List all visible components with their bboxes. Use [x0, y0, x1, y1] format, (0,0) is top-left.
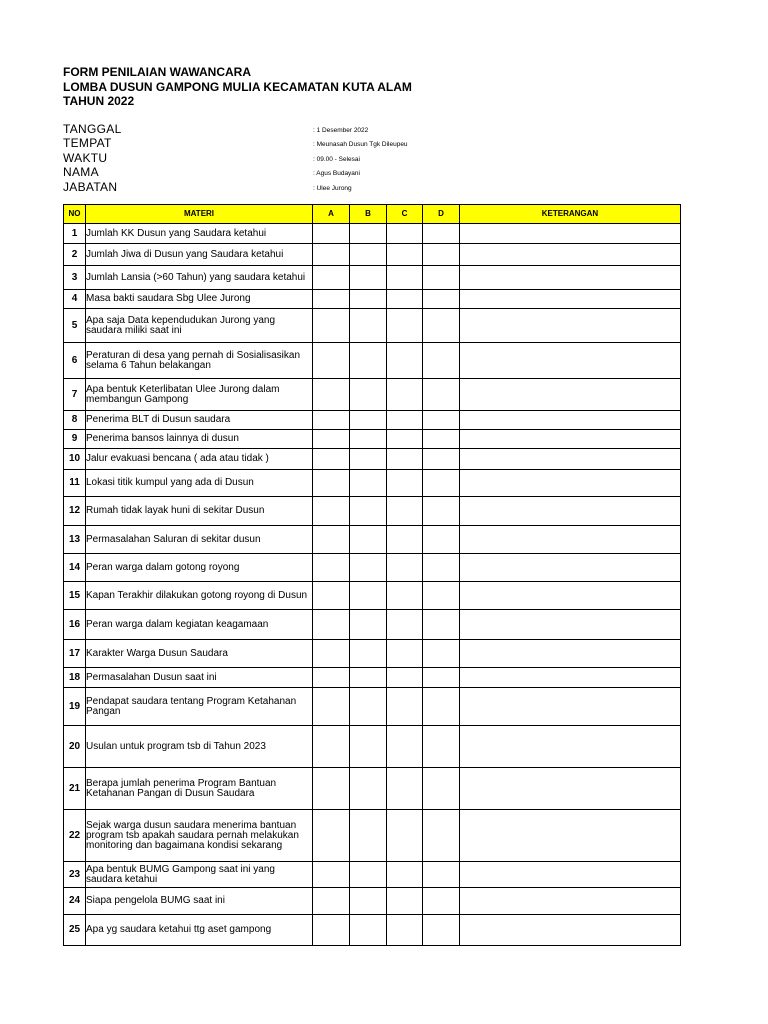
score-c-cell[interactable]	[387, 266, 423, 290]
score-d-cell[interactable]	[423, 379, 460, 411]
score-c-cell[interactable]	[387, 343, 423, 379]
row-materi: Apa saja Data kependudukan Jurong yang saudara miliki saat ini	[86, 309, 313, 343]
table-row	[64, 554, 681, 582]
score-a-cell[interactable]	[313, 224, 350, 244]
keterangan-cell[interactable]	[460, 688, 681, 726]
row-materi: Berapa jumlah penerima Program Bantuan Ketahanan Pangan di Dusun Saudara	[86, 768, 313, 810]
row-materi: Jumlah KK Dusun yang Saudara ketahui	[86, 224, 313, 244]
field-tempat-value: : Meunasah Dusun Tgk Dileupeu	[313, 141, 408, 148]
field-jabatan-value: : Ulee Jurong	[313, 185, 352, 192]
score-a-cell[interactable]	[313, 449, 350, 470]
score-d-cell[interactable]	[423, 526, 460, 554]
row-no: 18	[64, 668, 86, 688]
table-row	[64, 688, 681, 726]
score-b-cell[interactable]	[350, 309, 387, 343]
score-c-cell[interactable]	[387, 915, 423, 946]
row-no: 20	[64, 726, 86, 768]
row-no: 10	[64, 449, 86, 470]
score-a-cell[interactable]	[313, 640, 350, 668]
header-d: D	[423, 205, 460, 224]
keterangan-cell[interactable]	[460, 449, 681, 470]
score-d-cell[interactable]	[423, 688, 460, 726]
row-materi: Peraturan di desa yang pernah di Sosialisasikan selama 6 Tahun belakangan	[86, 343, 313, 379]
score-b-cell[interactable]	[350, 554, 387, 582]
row-no: 12	[64, 497, 86, 526]
keterangan-cell[interactable]	[460, 497, 681, 526]
score-a-cell[interactable]	[313, 526, 350, 554]
table-row	[64, 244, 681, 266]
keterangan-cell[interactable]	[460, 810, 681, 862]
form-subtitle: LOMBA DUSUN GAMPONG MULIA KECAMATAN KUTA ALAM	[63, 80, 412, 94]
header-keterangan: KETERANGAN	[460, 205, 681, 224]
score-a-cell[interactable]	[313, 668, 350, 688]
table-row	[64, 470, 681, 497]
keterangan-cell[interactable]	[460, 915, 681, 946]
score-c-cell[interactable]	[387, 526, 423, 554]
score-a-cell[interactable]	[313, 379, 350, 411]
score-a-cell[interactable]	[313, 411, 350, 430]
score-d-cell[interactable]	[423, 497, 460, 526]
score-c-cell[interactable]	[387, 610, 423, 640]
header-materi: MATERI	[86, 205, 313, 224]
score-a-cell[interactable]	[313, 726, 350, 768]
score-c-cell[interactable]	[387, 554, 423, 582]
score-d-cell[interactable]	[423, 266, 460, 290]
score-d-cell[interactable]	[423, 888, 460, 915]
score-a-cell[interactable]	[313, 290, 350, 309]
row-no: 15	[64, 582, 86, 610]
score-c-cell[interactable]	[387, 430, 423, 449]
keterangan-cell[interactable]	[460, 862, 681, 888]
keterangan-cell[interactable]	[460, 309, 681, 343]
table-row	[64, 290, 681, 309]
table-row	[64, 810, 681, 862]
score-b-cell[interactable]	[350, 497, 387, 526]
table-row	[64, 343, 681, 379]
keterangan-cell[interactable]	[460, 768, 681, 810]
row-materi: Penerima BLT di Dusun saudara	[86, 411, 313, 430]
row-materi: Kapan Terakhir dilakukan gotong royong di Dusun	[86, 582, 313, 610]
table-row	[64, 309, 681, 343]
score-c-cell[interactable]	[387, 862, 423, 888]
score-a-cell[interactable]	[313, 688, 350, 726]
row-materi: Permasalahan Dusun saat ini	[86, 668, 313, 688]
header-c: C	[387, 205, 423, 224]
keterangan-cell[interactable]	[460, 888, 681, 915]
table-row	[64, 640, 681, 668]
score-c-cell[interactable]	[387, 688, 423, 726]
row-no: 7	[64, 379, 86, 411]
row-materi: Usulan untuk program tsb di Tahun 2023	[86, 726, 313, 768]
table-row	[64, 430, 681, 449]
score-b-cell[interactable]	[350, 810, 387, 862]
score-a-cell[interactable]	[313, 554, 350, 582]
score-d-cell[interactable]	[423, 554, 460, 582]
score-c-cell[interactable]	[387, 582, 423, 610]
score-d-cell[interactable]	[423, 449, 460, 470]
header-b: B	[350, 205, 387, 224]
row-no: 2	[64, 244, 86, 266]
score-d-cell[interactable]	[423, 810, 460, 862]
keterangan-cell[interactable]	[460, 244, 681, 266]
table-row	[64, 379, 681, 411]
score-b-cell[interactable]	[350, 266, 387, 290]
row-no: 25	[64, 915, 86, 946]
score-b-cell[interactable]	[350, 430, 387, 449]
score-a-cell[interactable]	[313, 862, 350, 888]
score-b-cell[interactable]	[350, 726, 387, 768]
row-no: 14	[64, 554, 86, 582]
table-row	[64, 768, 681, 810]
score-a-cell[interactable]	[313, 888, 350, 915]
score-a-cell[interactable]	[313, 497, 350, 526]
score-b-cell[interactable]	[350, 290, 387, 309]
score-c-cell[interactable]	[387, 224, 423, 244]
keterangan-cell[interactable]	[460, 554, 681, 582]
table-header-row	[64, 205, 681, 224]
score-a-cell[interactable]	[313, 470, 350, 497]
score-b-cell[interactable]	[350, 343, 387, 379]
keterangan-cell[interactable]	[460, 582, 681, 610]
field-tanggal-value: : 1 Desember 2022	[313, 127, 369, 134]
score-b-cell[interactable]	[350, 224, 387, 244]
row-materi: Pendapat saudara tentang Program Ketahanan Pangan	[86, 688, 313, 726]
score-d-cell[interactable]	[423, 726, 460, 768]
row-no: 9	[64, 430, 86, 449]
row-materi: Jumlah Lansia (>60 Tahun) yang saudara ketahui	[86, 266, 313, 290]
row-materi: Permasalahan Saluran di sekitar dusun	[86, 526, 313, 554]
row-materi: Jumlah Jiwa di Dusun yang Saudara ketahui	[86, 244, 313, 266]
row-materi: Masa bakti saudara Sbg Ulee Jurong	[86, 290, 313, 309]
table-row	[64, 526, 681, 554]
score-c-cell[interactable]	[387, 888, 423, 915]
score-a-cell[interactable]	[313, 244, 350, 266]
score-d-cell[interactable]	[423, 430, 460, 449]
keterangan-cell[interactable]	[460, 224, 681, 244]
table-row	[64, 449, 681, 470]
score-d-cell[interactable]	[423, 668, 460, 688]
score-b-cell[interactable]	[350, 470, 387, 497]
score-d-cell[interactable]	[423, 244, 460, 266]
header-a: A	[313, 205, 350, 224]
keterangan-cell[interactable]	[460, 640, 681, 668]
score-b-cell[interactable]	[350, 582, 387, 610]
row-no: 1	[64, 224, 86, 244]
row-no: 6	[64, 343, 86, 379]
keterangan-cell[interactable]	[460, 668, 681, 688]
score-b-cell[interactable]	[350, 449, 387, 470]
row-materi: Apa yg saudara ketahui ttg aset gampong	[86, 915, 313, 946]
row-materi: Rumah tidak layak huni di sekitar Dusun	[86, 497, 313, 526]
field-nama-value: : Agus Budayani	[313, 170, 360, 177]
row-no: 19	[64, 688, 86, 726]
score-b-cell[interactable]	[350, 640, 387, 668]
score-c-cell[interactable]	[387, 810, 423, 862]
header-no: NO	[64, 205, 86, 224]
keterangan-cell[interactable]	[460, 343, 681, 379]
score-d-cell[interactable]	[423, 640, 460, 668]
keterangan-cell[interactable]	[460, 526, 681, 554]
score-a-cell[interactable]	[313, 343, 350, 379]
score-d-cell[interactable]	[423, 610, 460, 640]
score-c-cell[interactable]	[387, 449, 423, 470]
score-a-cell[interactable]	[313, 768, 350, 810]
score-c-cell[interactable]	[387, 726, 423, 768]
table-row	[64, 266, 681, 290]
score-b-cell[interactable]	[350, 915, 387, 946]
score-d-cell[interactable]	[423, 768, 460, 810]
row-no: 16	[64, 610, 86, 640]
keterangan-cell[interactable]	[460, 470, 681, 497]
row-no: 8	[64, 411, 86, 430]
score-a-cell[interactable]	[313, 266, 350, 290]
row-no: 5	[64, 309, 86, 343]
score-d-cell[interactable]	[423, 224, 460, 244]
row-no: 23	[64, 862, 86, 888]
row-no: 3	[64, 266, 86, 290]
row-no: 17	[64, 640, 86, 668]
score-d-cell[interactable]	[423, 470, 460, 497]
row-materi: Karakter Warga Dusun Saudara	[86, 640, 313, 668]
score-c-cell[interactable]	[387, 497, 423, 526]
score-c-cell[interactable]	[387, 309, 423, 343]
row-materi: Peran warga dalam gotong royong	[86, 554, 313, 582]
score-b-cell[interactable]	[350, 379, 387, 411]
score-c-cell[interactable]	[387, 411, 423, 430]
score-d-cell[interactable]	[423, 582, 460, 610]
row-materi: Peran warga dalam kegiatan keagamaan	[86, 610, 313, 640]
row-materi: Lokasi titik kumpul yang ada di Dusun	[86, 470, 313, 497]
keterangan-cell[interactable]	[460, 290, 681, 309]
score-c-cell[interactable]	[387, 668, 423, 688]
field-tempat-label: TEMPAT	[63, 136, 112, 150]
score-a-cell[interactable]	[313, 810, 350, 862]
field-jabatan-label: JABATAN	[63, 180, 118, 194]
row-no: 4	[64, 290, 86, 309]
row-materi: Jalur evakuasi bencana ( ada atau tidak )	[86, 449, 313, 470]
score-a-cell[interactable]	[313, 430, 350, 449]
score-b-cell[interactable]	[350, 244, 387, 266]
row-no: 24	[64, 888, 86, 915]
keterangan-cell[interactable]	[460, 610, 681, 640]
assessment-table	[63, 204, 681, 946]
table-row	[64, 862, 681, 888]
form-year: TAHUN 2022	[63, 94, 135, 108]
table-row	[64, 888, 681, 915]
score-b-cell[interactable]	[350, 688, 387, 726]
score-d-cell[interactable]	[423, 343, 460, 379]
score-b-cell[interactable]	[350, 862, 387, 888]
row-no: 11	[64, 470, 86, 497]
table-row	[64, 411, 681, 430]
score-d-cell[interactable]	[423, 862, 460, 888]
score-c-cell[interactable]	[387, 640, 423, 668]
row-no: 22	[64, 810, 86, 862]
score-d-cell[interactable]	[423, 309, 460, 343]
keterangan-cell[interactable]	[460, 411, 681, 430]
score-d-cell[interactable]	[423, 290, 460, 309]
table-row	[64, 668, 681, 688]
table-row	[64, 582, 681, 610]
score-a-cell[interactable]	[313, 582, 350, 610]
field-tanggal-label: TANGGAL	[63, 122, 122, 136]
score-c-cell[interactable]	[387, 244, 423, 266]
score-b-cell[interactable]	[350, 411, 387, 430]
row-materi: Penerima bansos lainnya di dusun	[86, 430, 313, 449]
score-b-cell[interactable]	[350, 888, 387, 915]
keterangan-cell[interactable]	[460, 726, 681, 768]
score-a-cell[interactable]	[313, 915, 350, 946]
table-row	[64, 915, 681, 946]
score-a-cell[interactable]	[313, 610, 350, 640]
score-c-cell[interactable]	[387, 379, 423, 411]
score-b-cell[interactable]	[350, 668, 387, 688]
score-a-cell[interactable]	[313, 309, 350, 343]
table-row	[64, 726, 681, 768]
field-waktu-label: WAKTU	[63, 151, 108, 165]
table-row	[64, 224, 681, 244]
row-materi: Siapa pengelola BUMG saat ini	[86, 888, 313, 915]
keterangan-cell[interactable]	[460, 379, 681, 411]
row-materi: Sejak warga dusun saudara menerima bantuan program tsb apakah saudara pernah melakukan monitoring dan bagaimana kondisi sekarang	[86, 810, 313, 862]
score-c-cell[interactable]	[387, 290, 423, 309]
score-b-cell[interactable]	[350, 526, 387, 554]
row-materi: Apa bentuk BUMG Gampong saat ini yang saudara ketahui	[86, 862, 313, 888]
table-row	[64, 497, 681, 526]
score-b-cell[interactable]	[350, 768, 387, 810]
score-c-cell[interactable]	[387, 470, 423, 497]
keterangan-cell[interactable]	[460, 266, 681, 290]
keterangan-cell[interactable]	[460, 430, 681, 449]
form-title: FORM PENILAIAN WAWANCARA	[63, 65, 251, 79]
score-d-cell[interactable]	[423, 915, 460, 946]
score-b-cell[interactable]	[350, 610, 387, 640]
table-row	[64, 610, 681, 640]
field-nama-label: NAMA	[63, 165, 99, 179]
row-no: 13	[64, 526, 86, 554]
field-waktu-value: : 09.00 - Selesai	[313, 156, 360, 163]
row-no: 21	[64, 768, 86, 810]
score-c-cell[interactable]	[387, 768, 423, 810]
score-d-cell[interactable]	[423, 411, 460, 430]
row-materi: Apa bentuk Keterlibatan Ulee Jurong dalam membangun Gampong	[86, 379, 313, 411]
